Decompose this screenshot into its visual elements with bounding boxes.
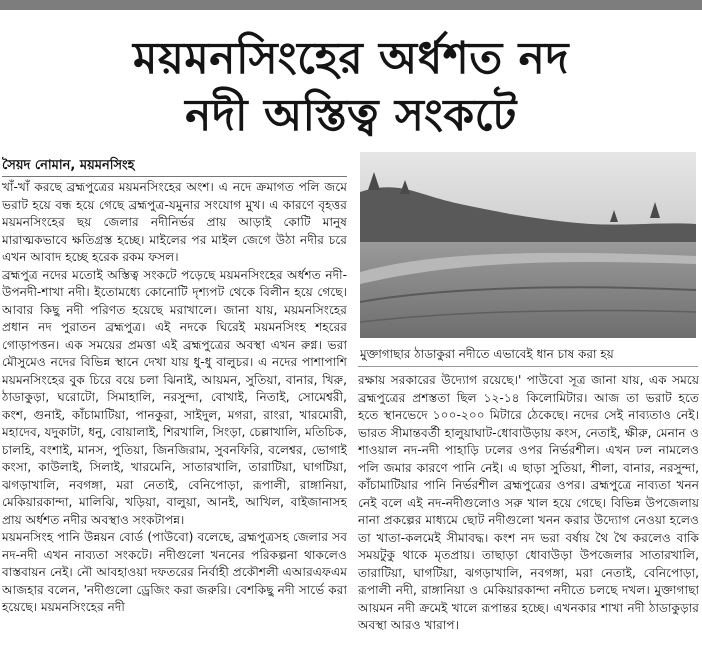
top-rule bbox=[0, 0, 702, 10]
headline-line-1: ময়মনসিংহের অর্ধশত নদ bbox=[133, 33, 569, 84]
headline-line-2: নদী অস্তিত্ব সংকটে bbox=[185, 90, 517, 141]
article-column-left bbox=[2, 179, 347, 663]
photo-caption: মুক্তাগাছার ঠাডাকুরা নদীতে এভাবেই ধান চাষ করা হয় bbox=[360, 347, 614, 361]
article-photo bbox=[360, 152, 696, 338]
byline-divider bbox=[2, 176, 347, 177]
caption-divider bbox=[358, 366, 698, 367]
article-column-right bbox=[358, 372, 699, 663]
article-paragraph: ময়মনসিংহ পানি উন্নয়ন বোর্ড (পাউবো) বলেছে, ব্রহ্মপুত্রসহ জেলার সব নদ-নদী এখন নাব্যতা সংকটে। নদীগুলো খননের পরিকল্পনা থাকলেও বাস্তবায়ন নেই। নৌ আবহাওয়া দফতরের নির্বাহী প্রকৌশলী এআরএফএম আজহার বলেন, 'নদীগুলো ড্রেজিং করা জরুরি। বেশকিছু নদী সার্ভে করা হয়েছে। ময়মনসিংহের নদী bbox=[2, 530, 347, 614]
article-paragraph: খাঁ-খাঁ করছে ব্রহ্মপুত্রের ময়মনসিংহের অংশ। এ নদে ক্রমাগত পলি জমে ভরাট হয়ে বন্ধ হয়ে গেছে ব্রহ্মপুত্র-যমুনার সংযোগ মুখ। এ কারণে বৃহত্তর ময়মনসিংহের ছয় জেলার নদীনির্ভর প্রায় আড়াই কোটি মানুষ মারাত্মকভাবে ক্ষতিগ্রস্ত হচ্ছে। মাইলের পর মাইল জেগে উঠা নদীর চরে এখন আবাদ হচ্ছে হরেক রকম ফসল। bbox=[2, 180, 347, 264]
rice-field-photo-image bbox=[360, 152, 696, 338]
byline: সৈয়দ নোমান, ময়মনসিংহ bbox=[2, 158, 135, 173]
article-paragraph: ব্রহ্মপুত্র নদের মতোই অস্তিত্ব সংকটে পড়েছে ময়মনসিংহের অর্ধশত নদী-উপনদী-শাখা নদী। ইতোমধ্যে কোনোটি দৃশ্যপট থেকে বিলীন হয়ে গেছে। আবার কিছু নদী পরিণত হয়েছে মরাখালে। জানা যায়, ময়মনসিংহের প্রধান নদ পুরাতন ব্রহ্মপুত্র। এই নদকে ঘিরেই ময়মনসিংহ শহরের গোড়াপত্তন। এক সময়ের প্রমত্তা এই ব্রহ্মপুত্রের অবস্থা এখন রুগ্ন। ভরা মৌসুমেও নদের বিভিন্ন স্থানে দেখা যায় ধু-ধু বালুচর। এ নদের পাশাপাশি ময়মনসিংহের বুক চিরে বয়ে চলা ঝিনাই, আয়মন, সুতিয়া, বানার, খিরু, ঠাডাকুড়া, ঘরোটো, সিমাহালি, নরসুন্দা, বোখাই, নিতাই, সোমেশ্বরী, কংশ, গুনাই, কাঁচামাটিয়া, পানকুরা, সাইদুল, মগরা, রাংরা, খারমোরী, মহাদেব, যদুকাটা, ধনু, বোয়ালাই, শিরখালি, সিংড়া, চেল্লাখালি, মতিচিক, চালহি, বংশাই, মানস, পুতিয়া, জিনজিরাম, সুবনফিরি, বলেশ্বর, ভোগাই কংসা, কাউলাই, সিলাই, খারমেনি, সাতারখালি, তারাটিয়া, ঘাগটিয়া, ঝগড়াখালি, নবগঙ্গা, মরা নেতাই, বেনিপোড়া, রূপালী, রাঙ্গানিয়া, মেকিয়ারকান্দা, মালিঝি, খড়িয়া, বালুয়া, আনই, আখিল, বাইজানাসহ প্রায় অর্ধশত নদীর অবস্থাও সংকটাপন্ন। bbox=[2, 267, 347, 527]
article-paragraph: রক্ষায় সরকারের উদ্যোগ রয়েছে।' পাউবো সূত্র জানা যায়, এক সময়ে ব্রহ্মপুত্রের প্রশস্ততা ছিল ১২-১৪ কিলোমিটার। আজ তা ভরাট হতে হতে স্থানভেদে ১০০-২০০ মিটারে ঠেকেছে। নদের সেই নাব্যতাও নেই। ভারত সীমান্তবর্তী হালুয়াঘাট-ধোবাউড়ায় কংস, নেতাই, ক্ষীরু, মেনান ও শাওয়াল নদ-নদী পাহাড়ি ঢলের ওপর নির্ভরশীল। এখন ঢল নামলেও পলি জমার কারণে পানি নেই। এ ছাড়া সুতিয়া, শীলা, বানার, নরসুন্দা, কাঁচামাটিয়ার পানি নির্ভরশীল ব্রহ্মপুত্রের ওপর। ব্রহ্মপুত্রে নাব্যতা খনন নেই বলে এই নদ-নদীগুলোও সরু খাল হয়ে গেছে। বিভিন্ন উপজেলায় নানা প্রকল্পের মাধ্যমে ছোট নদীগুলো খনন করার উদ্যোগ নেওয়া হলেও তা খাতা-কলমেই সীমাবদ্ধ। কংশ নদ ভরা বর্ষায় থৈ থৈ করলেও বাকি সময়টুকু থাকে মৃতপ্রায়। তাছাড়া ধোবাউড়া উপজেলার সাতারখালি, তারাটিয়া, ঘাগটিয়া, ঝগড়াখালি, নবগঙ্গা, মরা নেতাই, বেনিপোড়া, রূপালী নদী, রাঙ্গানিয়া ও মেকিয়ারকান্দা নদীতে চলছে দখল। মুক্তাগাছা আয়মন নদী ক্রমেই খালে রূপান্তর হচ্ছে। এখনকার শাখা নদী ঠাডাকুড়ার অবস্থা আরও খারাপ। bbox=[358, 373, 699, 632]
